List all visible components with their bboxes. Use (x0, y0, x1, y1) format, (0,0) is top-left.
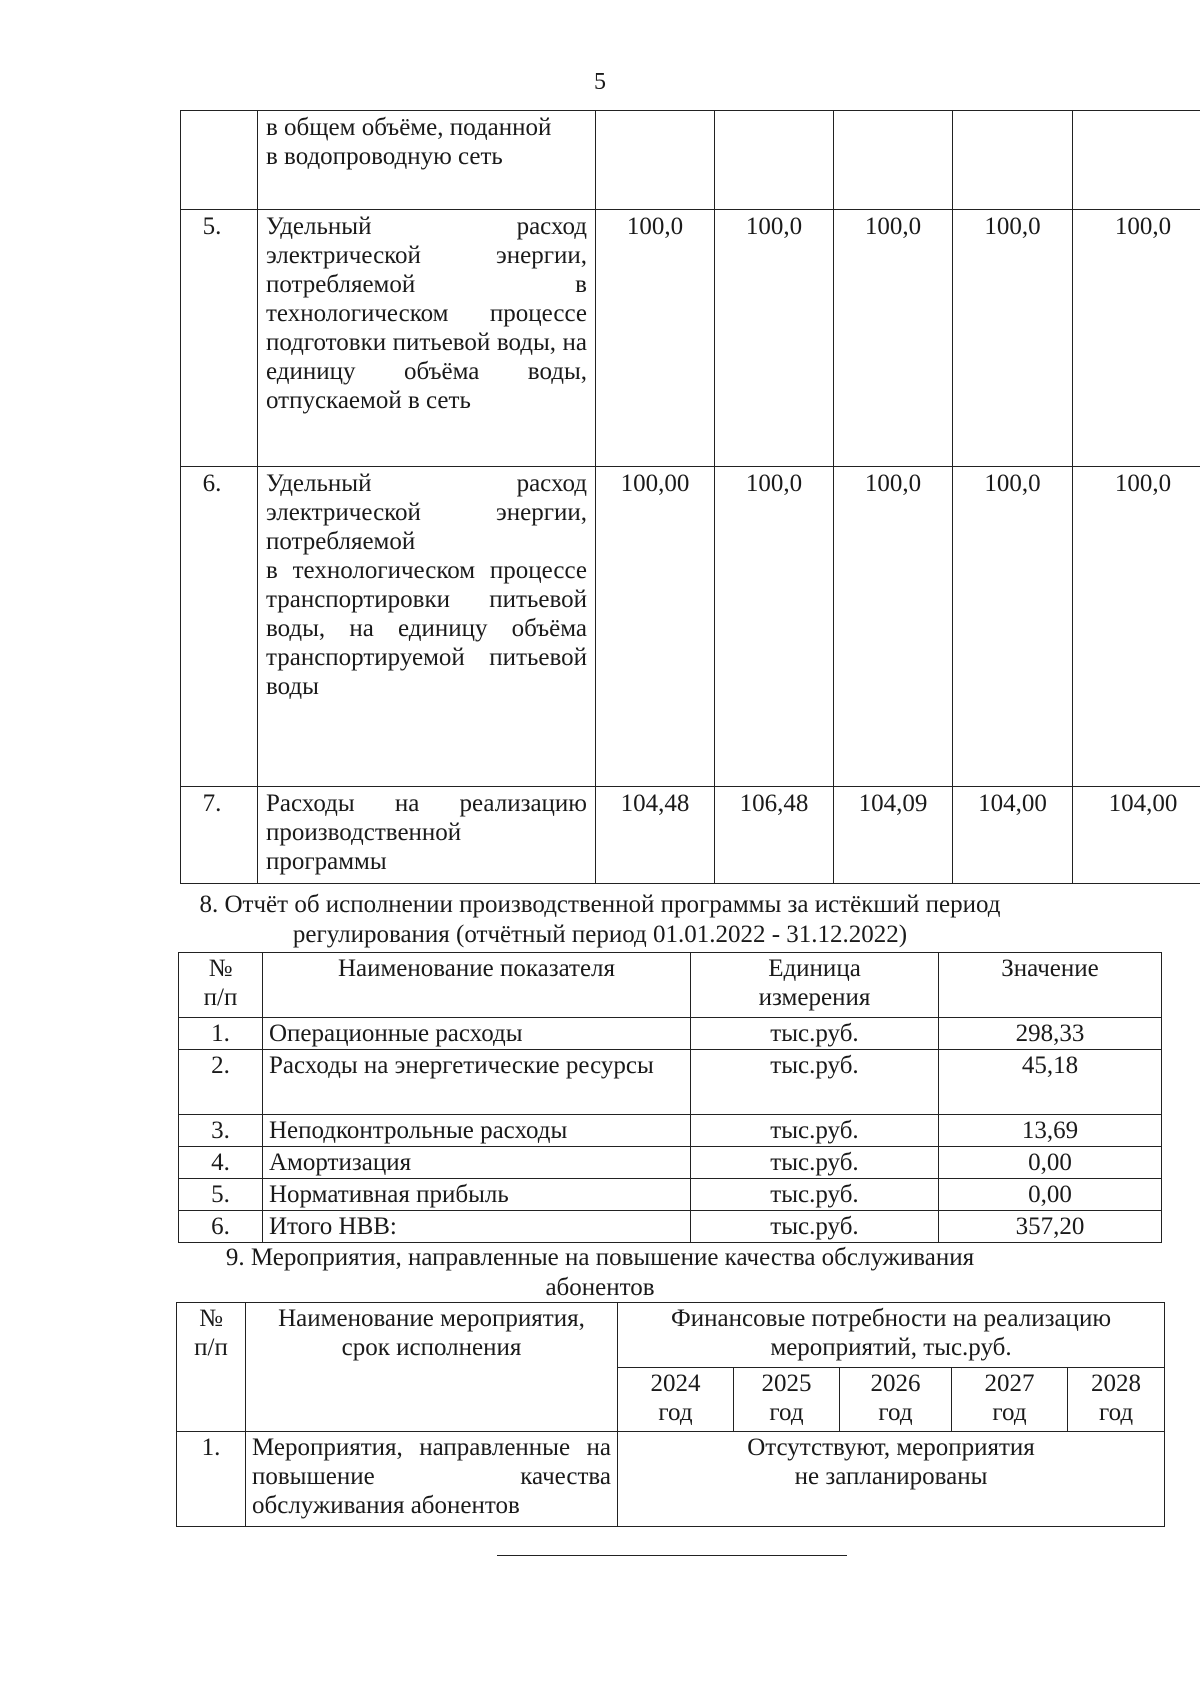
unit-cell: тыс.руб. (691, 1115, 939, 1147)
row-number: 1. (177, 1432, 246, 1527)
value-cell: 104,00 (953, 787, 1073, 884)
value-cell: 104,48 (596, 787, 715, 884)
table-row (179, 1115, 1162, 1147)
row-number (181, 111, 258, 210)
measures-table (176, 1302, 1165, 1527)
indicator-name: Операционные расходы (263, 1018, 691, 1050)
value-cell (834, 111, 953, 210)
unit-cell: тыс.руб. (691, 1018, 939, 1050)
header-unit: Единица измерения (691, 953, 939, 1018)
year-header: 2028 год (1068, 1368, 1165, 1432)
program-report-table (178, 952, 1162, 1243)
section8-title-line2: регулирования (отчётный период 01.01.2022 - 31.12.2022) (292, 921, 908, 948)
value-cell (953, 111, 1073, 210)
row-number: 5. (181, 210, 258, 467)
value-cell (596, 111, 715, 210)
value-cell: 100,0 (953, 467, 1073, 787)
unit-cell: тыс.руб. (691, 1050, 939, 1115)
row-number: 5. (179, 1179, 263, 1211)
section9-title-line1: 9. Мероприятия, направленные на повышение качества обслуживания (225, 1244, 975, 1271)
table-row (179, 1147, 1162, 1179)
indicator-name: Итого НВВ: (263, 1211, 691, 1243)
header-measure-name: Наименование мероприятия, срок исполнения (246, 1303, 618, 1432)
value-cell: 13,69 (939, 1115, 1162, 1147)
year-header: 2024 год (618, 1368, 734, 1432)
table-row (181, 210, 1200, 467)
value-cell: 100,0 (1073, 210, 1200, 467)
indicator-name: Удельный расход электрической энергии, потребляемой в технологическом процессе подготовки питьевой воды, на единицу объёма воды, отпускаемой в сеть (258, 210, 596, 467)
value-cell: 100,0 (1073, 467, 1200, 787)
row-number: 6. (179, 1211, 263, 1243)
table-row (179, 1179, 1162, 1211)
header-number: № п/п (179, 953, 263, 1018)
table-row (177, 1432, 1165, 1527)
year-header: 2025 год (734, 1368, 840, 1432)
value-cell: 298,33 (939, 1018, 1162, 1050)
value-cell: 104,00 (1073, 787, 1200, 884)
value-cell: 45,18 (939, 1050, 1162, 1115)
header-number: № п/п (177, 1303, 246, 1432)
value-cell: 104,09 (834, 787, 953, 884)
table-row (179, 1211, 1162, 1243)
table-row (179, 1050, 1162, 1115)
value-cell: 100,0 (953, 210, 1073, 467)
value-cell: 100,0 (715, 210, 834, 467)
table-row (181, 111, 1200, 210)
section8-title-line1: 8. Отчёт об исполнении производственной программы за истёкший период (199, 891, 1001, 918)
value-cell: 100,00 (596, 467, 715, 787)
table-row (179, 1018, 1162, 1050)
value-cell: 357,20 (939, 1211, 1162, 1243)
value-cell: 106,48 (715, 787, 834, 884)
unit-cell: тыс.руб. (691, 1147, 939, 1179)
indicator-name: Нормативная прибыль (263, 1179, 691, 1211)
table-row (181, 787, 1200, 884)
indicator-name: Расходы на энергетические ресурсы (263, 1050, 691, 1115)
indicator-name: Амортизация (263, 1147, 691, 1179)
row-number: 4. (179, 1147, 263, 1179)
value-cell: 0,00 (939, 1179, 1162, 1211)
row-number: 6. (181, 467, 258, 787)
measure-note: Отсутствуют, мероприятия не запланированы (618, 1432, 1165, 1527)
indicator-name: Неподконтрольные расходы (263, 1115, 691, 1147)
row-number: 1. (179, 1018, 263, 1050)
page-number: 5 (594, 69, 606, 95)
indicator-name: Расходы на реализацию производственной программы (258, 787, 596, 884)
header-indicator: Наименование показателя (263, 953, 691, 1018)
value-cell: 100,0 (596, 210, 715, 467)
header-financial-needs: Финансовые потребности на реализацию мероприятий, тыс.руб. (618, 1303, 1165, 1368)
year-header: 2026 год (840, 1368, 952, 1432)
table-row (181, 467, 1200, 787)
row-number: 2. (179, 1050, 263, 1115)
value-cell: 100,0 (834, 467, 953, 787)
header-value: Значение (939, 953, 1162, 1018)
unit-cell: тыс.руб. (691, 1211, 939, 1243)
row-number: 3. (179, 1115, 263, 1147)
indicator-name: Удельный расход электрической энергии, потребляемой в технологическом процессе транспортировки питьевой воды, на единицу объёма транспортируемой питьевой воды (258, 467, 596, 787)
value-cell: 100,0 (834, 210, 953, 467)
value-cell (715, 111, 834, 210)
bottom-rule (497, 1555, 847, 1556)
section9-title-line2: абонентов (545, 1274, 655, 1301)
measure-name: Мероприятия, направленные на повышение качества обслуживания абонентов (246, 1432, 618, 1527)
value-cell (1073, 111, 1200, 210)
year-header: 2027 год (952, 1368, 1068, 1432)
value-cell: 0,00 (939, 1147, 1162, 1179)
indicator-name: в общем объёме, поданной в водопроводную сеть (258, 111, 596, 210)
table-header-row (177, 1303, 1165, 1368)
unit-cell: тыс.руб. (691, 1179, 939, 1211)
row-number: 7. (181, 787, 258, 884)
indicators-table-continuation (180, 110, 1200, 884)
table-header-row (179, 953, 1162, 1018)
value-cell: 100,0 (715, 467, 834, 787)
